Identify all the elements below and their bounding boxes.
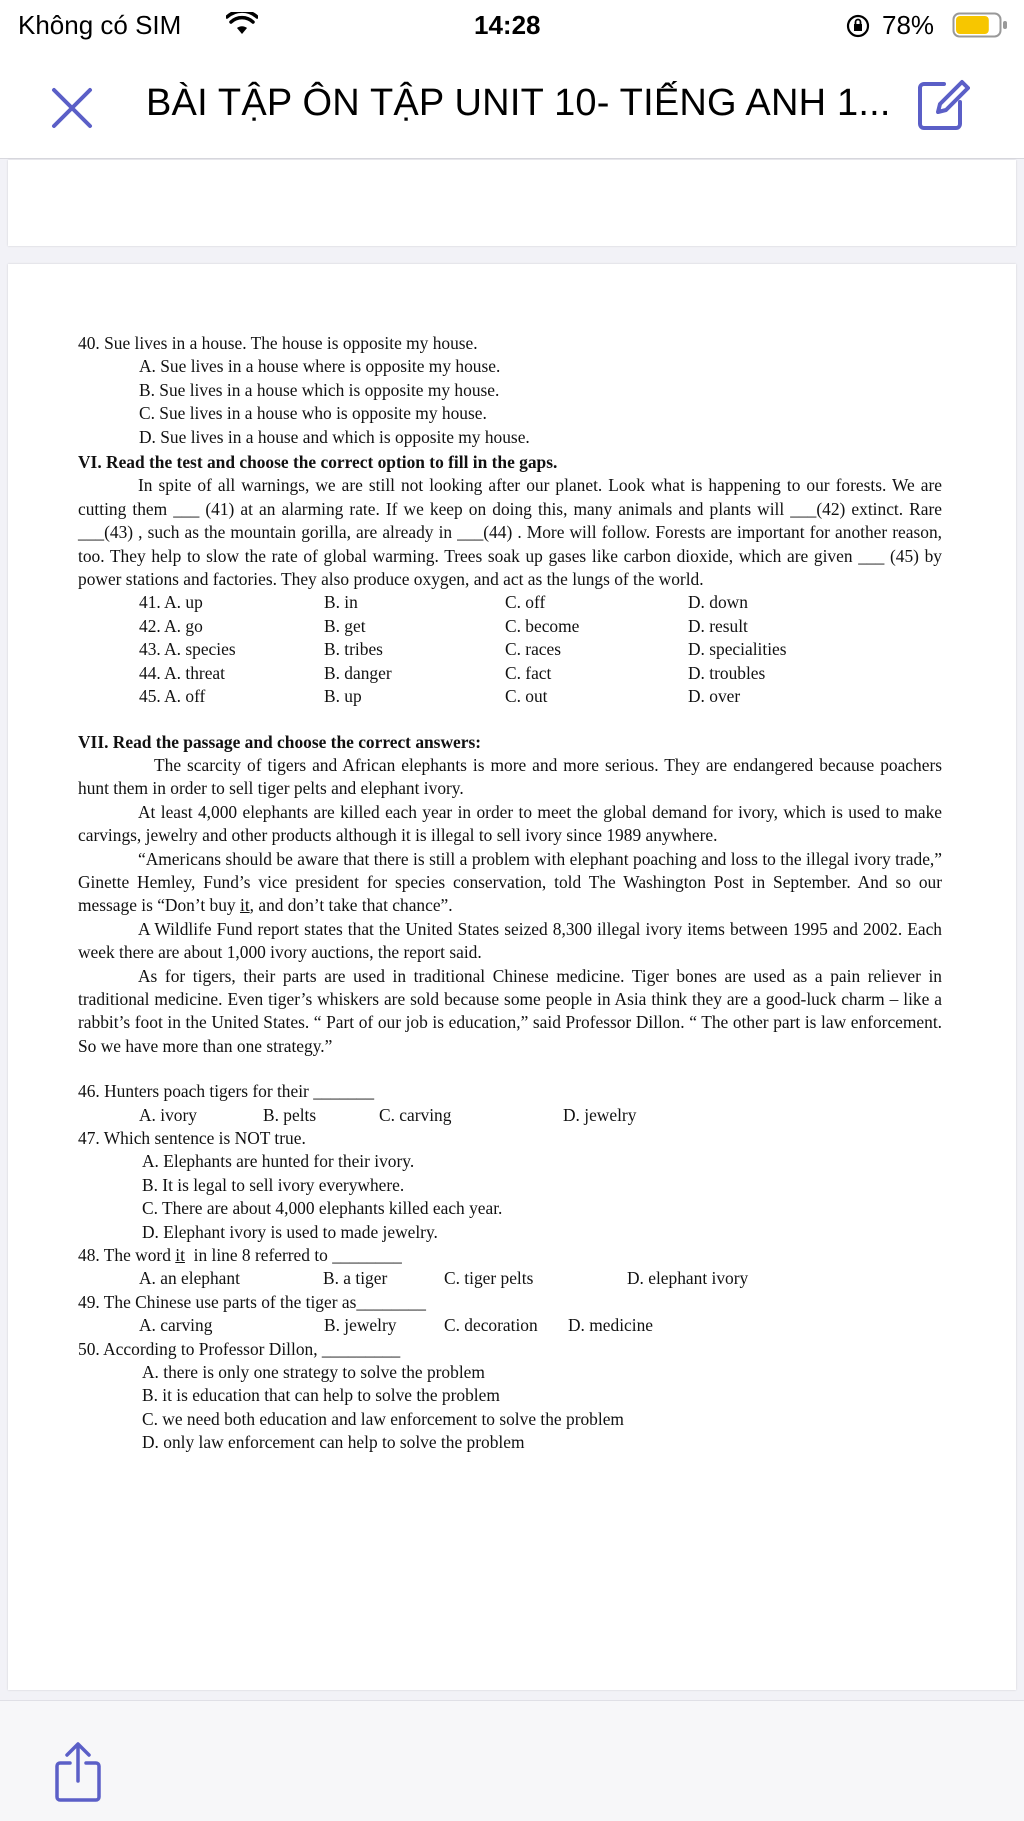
q41-a: 41. A. up — [139, 592, 203, 613]
question-47-option-d: D. Elephant ivory is used to made jewelry. — [142, 1221, 438, 1242]
q42-c: C. become — [505, 615, 580, 636]
question-48-options — [78, 1267, 942, 1290]
question-42-row — [78, 615, 942, 638]
q42-a: 42. A. go — [139, 615, 203, 636]
question-50-option-d: D. only law enforcement can help to solve the problem — [142, 1432, 525, 1453]
q45-b: B. up — [324, 686, 362, 707]
question-41-row — [78, 591, 942, 614]
question-50-stem: 50. According to Professor Dillon, _________ — [78, 1338, 401, 1359]
bottom-toolbar — [0, 1700, 1024, 1821]
question-50-option-c: C. we need both education and law enforcement to solve the problem — [142, 1408, 624, 1429]
question-49-options — [78, 1314, 942, 1337]
question-45-row — [78, 685, 942, 708]
section-7-paragraph-3 — [78, 848, 942, 918]
q48-c: C. tiger pelts — [444, 1268, 534, 1289]
question-47-option-b: B. It is legal to sell ivory everywhere. — [142, 1174, 405, 1195]
q46-c: C. carving — [379, 1104, 452, 1125]
battery-percent: 78% — [882, 10, 935, 40]
q49-d: D. medicine — [568, 1315, 653, 1336]
q48-a: A. an elephant — [139, 1268, 240, 1289]
document-title: BÀI TẬP ÔN TẬP UNIT 10- TIẾNG ANH 1... — [146, 82, 891, 124]
paragraph-3-text-b: , and don’t take that chance”. — [249, 895, 453, 916]
q45-c: C. out — [505, 686, 548, 707]
q41-d: D. down — [688, 592, 748, 613]
q48-b: B. a tiger — [323, 1268, 388, 1289]
q48-stem-a: 48. The word — [78, 1245, 176, 1266]
q44-d: D. troubles — [688, 662, 766, 683]
q43-b: B. tribes — [324, 639, 383, 660]
q43-a: 43. A. species — [139, 639, 236, 660]
q41-c: C. off — [505, 592, 546, 613]
navigation-bar — [0, 52, 1024, 159]
q42-b: B. get — [324, 615, 366, 636]
section-6-heading: VI. Read the test and choose the correct option to fill in the gaps. — [78, 452, 558, 473]
question-49-stem: 49. The Chinese use parts of the tiger as________ — [78, 1291, 426, 1312]
section-7-paragraph-5: As for tigers, their parts are used in traditional Chinese medicine. Tiger bones are used as a pain reliever in traditional medicine. Even tiger’s whiskers are sold because some people in Asia think they are a good-luck charm – like a rabbit’s foot in the United States. “ Part of our job is education,” said Professor Dillon. “ The other part is law enforcement. So we have more than one strategy.” — [78, 965, 942, 1056]
q45-d: D. over — [688, 686, 741, 707]
q48-d: D. elephant ivory — [627, 1268, 749, 1289]
question-40-option-a: A. Sue lives in a house where is opposite my house. — [139, 356, 501, 377]
document-content — [78, 332, 942, 1455]
q43-c: C. races — [505, 639, 562, 660]
section-7-paragraph-4: A Wildlife Fund report states that the United States seized 8,300 illegal ivory items between 1995 and 2002. Each week there are about 1,000 ivory auctions, the report said. — [78, 918, 942, 963]
question-43-row — [78, 638, 942, 661]
question-47-option-c: C. There are about 4,000 elephants killed each year. — [142, 1198, 503, 1219]
carrier-label: Không có SIM — [18, 10, 182, 40]
question-46-stem: 46. Hunters poach tigers for their _______ — [78, 1081, 375, 1102]
q48-stem-it: it — [175, 1245, 185, 1266]
question-40-stem: 40. Sue lives in a house. The house is opposite my house. — [78, 333, 478, 353]
question-48-stem — [78, 1244, 942, 1267]
q45-a: 45. A. off — [139, 686, 206, 707]
q42-d: D. result — [688, 615, 748, 636]
question-47-option-a: A. Elephants are hunted for their ivory. — [142, 1151, 415, 1172]
q46-b: B. pelts — [263, 1104, 317, 1125]
q49-c: C. decoration — [444, 1315, 538, 1336]
wifi-icon — [226, 12, 258, 36]
question-50-option-a: A. there is only one strategy to solve the problem — [142, 1362, 485, 1383]
section-7-heading: VII. Read the passage and choose the correct answers: — [78, 731, 482, 752]
q41-b: B. in — [324, 592, 358, 613]
question-46-options — [78, 1104, 942, 1127]
section-7-paragraph-1: The scarcity of tigers and African elephants is more and more serious. They are endangered because poachers hunt them in order to sell tiger pelts and elephant ivory. — [78, 754, 942, 799]
q44-c: C. fact — [505, 662, 552, 683]
q44-b: B. danger — [324, 662, 392, 683]
question-40-option-d: D. Sue lives in a house and which is opposite my house. — [139, 426, 530, 447]
orientation-lock-icon — [846, 14, 870, 38]
section-7-paragraph-2: At least 4,000 elephants are killed each year in order to meet the global demand for ivory, which is used to make carvings, jewelry and other products although it is illegal to sell ivory since 1989 anywhere. — [78, 801, 942, 846]
paragraph-3-text-a: “Americans should be aware that there is still a problem with elephant poaching and loss to the illegal ivory trade,” Ginette Hemley, Fund’s vice president for species conservation, told The Washington Post in September. And so our message is “Don’t buy — [78, 848, 942, 916]
q49-a: A. carving — [139, 1315, 213, 1336]
share-icon[interactable] — [52, 1741, 104, 1803]
q46-d: D. jewelry — [563, 1104, 637, 1125]
section-6-passage: In spite of all warnings, we are still not looking after our planet. Look what is happening to our forests. We are cutting them ___ (41) at an alarming rate. If we keep on doing this, many animals and plants will ___(42) extinct. Rare ___(43) , such as the mountain gorilla, are already in ___(44) . More will follow. Forests are important for another reason, too. They help to slow the rate of global warming. Trees soak up gases like carbon dioxide, which are given ___ (45) by power stations and factories. They also produce oxygen, and act as the lungs of the world. — [78, 475, 942, 590]
paragraph-3-it: it — [239, 895, 250, 916]
q49-b: B. jewelry — [324, 1315, 397, 1336]
question-44-row — [78, 662, 942, 685]
q43-d: D. specialities — [688, 639, 787, 660]
question-50-option-b: B. it is education that can help to solve the problem — [142, 1385, 500, 1406]
previous-page — [8, 160, 1016, 246]
q48-stem-b: in line 8 referred to ________ — [184, 1245, 402, 1266]
question-40-option-c: C. Sue lives in a house who is opposite my house. — [139, 403, 487, 424]
question-40-option-b: B. Sue lives in a house which is opposite my house. — [139, 379, 500, 400]
battery-icon — [952, 12, 1008, 38]
clock: 14:28 — [474, 10, 541, 40]
q46-a: A. ivory — [139, 1104, 197, 1125]
q44-a: 44. A. threat — [139, 662, 225, 683]
question-47-stem: 47. Which sentence is NOT true. — [78, 1128, 306, 1148]
edit-icon[interactable] — [914, 72, 970, 134]
status-bar — [0, 0, 1024, 52]
close-icon[interactable] — [50, 86, 94, 130]
